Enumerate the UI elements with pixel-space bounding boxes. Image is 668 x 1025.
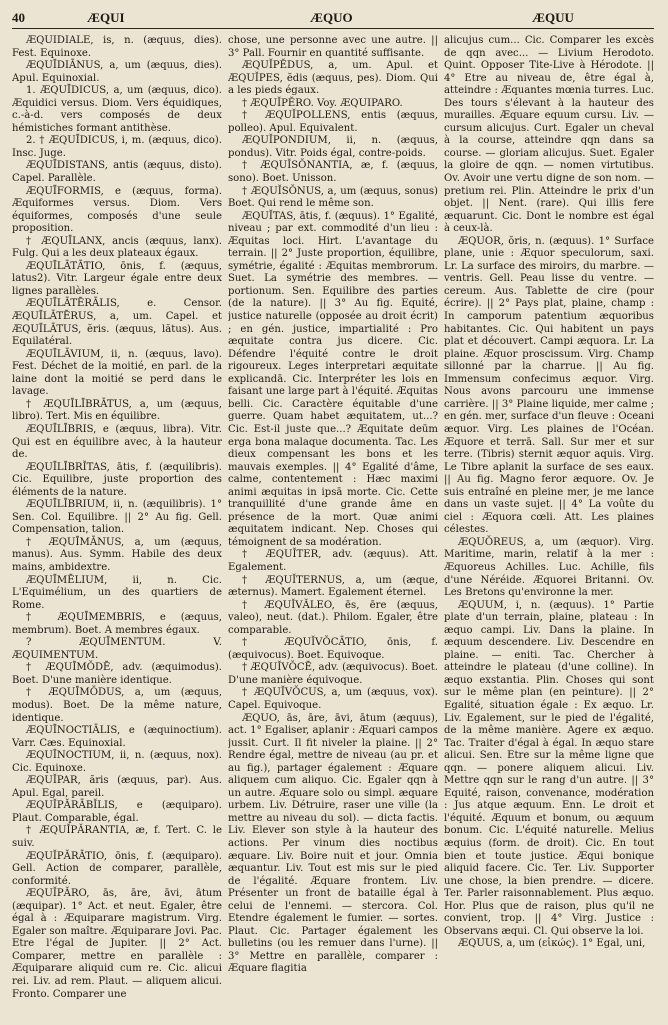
dictionary-entry: ÆQUĪNOCTIUM, ii, n. (æquus, nox). Cic. Equinoxe. (12, 750, 222, 774)
dictionary-entry: † ÆQUĪMŎDĒ, adv. (æquimodus). Boet. D'une manière identique. (12, 662, 222, 686)
column-middle (228, 35, 438, 1001)
dictionary-entry: ÆQUĬPAR, ăris (æquus, par). Aus. Apul. Egal, pareil. (12, 775, 222, 799)
dictionary-entry: † ÆQUĬPĂRANTIA, æ, f. Tert. C. le suiv. (12, 825, 222, 849)
dictionary-entry: ÆQUĪDISTANS, antis (æquus, disto). Capel. Parallèle. (12, 160, 222, 185)
dictionary-entry: ÆQUĪNOCTIĀLIS, e (æquinoctium). Varr. Cæs. Equinoxial. (12, 725, 222, 749)
dictionary-entry: ÆQUĬPĔDUS, a, um. Apul. et ÆQUĬPES, ĕdis (æquus, pes). Diom. Qui a les pieds égaux. (228, 60, 438, 97)
dictionary-entry: † ÆQUĬVĂLEO, ēs, ēre (æquus, valeo), neut. (dat.). Philom. Egaler, être comparable. (228, 599, 438, 636)
dictionary-entry: † ÆQUĪMEMBRIS, e (æquus, membrum). Boet. A membres égaux. (12, 612, 222, 636)
dictionary-entry: ÆQUĪLĪBRIS, e (æquus, libra). Vitr. Qui est en équilibre avec, à la hauteur de. (12, 423, 222, 461)
dictionary-entry: † ÆQUĪLĪBRĀTUS, a, um (æquus, libro). Tert. Mis en équilibre. (12, 398, 222, 423)
dictionary-entry: ÆQUĬTAS, ātis, f. (æquus). 1° Egalité, niveau ; par ext. commodité d'un lieu : Æquitas loci. Hirt. L'avantage du terrain. || 2° Juste proportion, équilibre, symétrie, égalité : Æquitas membrorum. Suet. La symétrie des membres. — portionum. Sen. Equilibre des parties (de la nature). || 3° Au fig. Equité, justice naturelle (opposée au droit écrit) ; en gén. justice, impartialité : Pro æquitate contra jus dicere. Cic. Défendre l'équité contre le droit rigoureux. Leges interpretari æquitate explicandā. Cic. Interpréter les lois en faisant une large part à l'équité. Æquitas belli. Cic. Caractère équitable d'une guerre. Quam habet æquitatem, ut...? Cic. Est-il juste que...? Æquitate deūm erga bona malaque documenta. Tac. Les dieux compensant les bons et les mauvais exemples. || 4° Egalité d'âme, calme, contentement : Hæc maximi animi æquitas in ipsā morte. Cic. Cette tranquillité d'une grande âme en présence de la mort. Quæ animi æquitatem indicant. Nep. Choses qui témoignent de sa modération. (228, 210, 438, 548)
dictionary-entry: ÆQUĪLĀVIUM, ii, n. (æquus, lavo). Fest. Déchet de la moitié, en parl. de la laine dont la moitié se perd dans le lavage. (12, 348, 222, 398)
dictionary-entry: ÆQUŎREUS, a, um (æquor). Virg. Maritime, marin, relatif à la mer : Æquoreus Achilles. Luc. Achille, fils d'une Néréide. Æquorei Britanni. Ov. Les Bretons qu'environne la mer. (444, 536, 654, 599)
dictionary-entry: ÆQUĬPĂRĀBĬLIS, e (æquiparo). Plaut. Comparable, égal. (12, 800, 222, 824)
dictionary-entry: † ÆQUĬPOLLENS, entis (æquus, polleo). Apul. Equivalent. (228, 110, 438, 134)
page-header (12, 4, 654, 29)
page-number: 40 (12, 10, 25, 25)
dictionary-entry: alicujus cum... Cic. Comparer les excès de qqn avec... — Livium Herodoto. Quint. Opposer Tite-Live à Hérodote. || 4° Etre au niveau de, être égal à, atteindre : Æquantes mœnia turres. Luc. Des tours s'élevant à la hauteur des murailles. Æquare equum cursu. Liv. — cursum alicujus. Curt. Egaler un cheval à la course, atteindre qqn dans sa course. — gloriam alicujus. Suet. Egaler la gloire de qqn. — nomen virtutibus. Ov. Avoir une vertu digne de son nom. — pretium rei. Plin. Atteindre le prix d'un objet. || Nent. (rare). Qui illis fere æquarunt. Cic. Dont le nombre est égal à ceux-là. (444, 35, 654, 235)
dictionary-entry: ÆQUĪLĀTĒRĀLIS, e. Censor. ÆQUĪLĀTĒRUS, a, um. Capel. et ÆQUĪLĀTUS, ĕris. (æquus, lătus). Aus. Equilatéral. (12, 298, 222, 348)
dictionary-entry: † ÆQUĬVŎCĒ, adv. (æquivocus). Boet. D'une manière équivoque. (228, 662, 438, 686)
dictionary-entry: † ÆQUĪLANX, ancis (æquus, lanx). Fulg. Qui a les deux plateaux égaux. (12, 235, 222, 260)
dictionary-entry: ? ÆQUĪMENTUM. V. ÆQUIMENTUM. (12, 637, 222, 661)
dictionary-entry: ÆQUĪLĪBRĬTAS, ātis, f. (æquilibris). Cic. Equilibre, juste proportion des éléments de la nature. (12, 461, 222, 498)
dictionary-entry: ÆQUO, ās, āre, āvi, ātum (æquus), act. 1° Egaliser, aplanir : Æquari campos jussit. Curt. Il fit niveler la plaine. || 2° Rendre égal, mettre de niveau (au pr. et au fig.), partager également : Æquare aliquem cum aliquo. Cic. Egaler qqn à un autre. Æquare solo ou simpl. æquare urbem. Liv. Détruire, raser une ville (la mettre au niveau du sol). — dicta factis. Liv. Elever son style à la hauteur des actions. Per vinum dies noctibus æquare. Liv. Boire nuit et jour. Omnia æquantur. Liv. Tout est mis sur le pied de l'égalité. Æquare frontem. Liv. Présenter un front de bataille égal à celui de l'ennemi. — stercora. Col. Etendre également le fumier. — sortes. Plaut. Cic. Partager également les bulletins (ou les remuer dans l'urne). || 3° Mettre en parallèle, comparer : Æquare flagitia (228, 712, 438, 975)
dictionary-entry: † ÆQUĬTERNUS, a, um (æque, æternus). Mamert. Egalement éternel. (228, 574, 438, 599)
dictionary-entry: chose, une personne avec une autre. || 3° Pall. Fournir en quantité suffisante. (228, 35, 438, 59)
dictionary-entry: † ÆQUĬSŎNANTIA, æ, f. (æquus, sono). Boet. Unisson. (228, 160, 438, 185)
running-head-center: ÆQUO (310, 10, 353, 25)
dictionary-entry: 2. † ÆQUĪDICUS, i, m. (æquus, dico). Insc. Juge. (12, 135, 222, 159)
dictionary-entry: † ÆQUĬVŎCUS, a, um (æquus, vox). Capel. Equivoque. (228, 687, 438, 711)
running-head-left: ÆQUI (87, 10, 125, 25)
dictionary-entry: ÆQUĪLĪBRIUM, ii, n. (æquilibris). 1° Sen. Col. Equilibre. || 2° Au fig. Gell. Compensation, talion. (12, 499, 222, 536)
dictionary-entry: ÆQUĪFORMIS, e (æquus, forma). Æquiformes versus. Diom. Vers équiformes, composés d'une seule proposition. (12, 185, 222, 235)
dictionary-entry: ÆQUĬPĂRĀTIO, ōnis, f. (æquiparo). Gell. Action de comparer, parallèle, conformité. (12, 850, 222, 887)
dictionary-entry: ÆQUĪLĀTĀTIO, ōnis, f. (æquus, latus2). Vitr. Largeur égale entre deux lignes parallèles. (12, 260, 222, 297)
column-right (444, 35, 654, 1001)
dictionary-entry: ÆQUĬPONDIUM, ii, n. (æquus, pondus). Vitr. Poids égal, contre-poids. (228, 135, 438, 159)
dictionary-entry: † ÆQUĬSŎNUS, a, um (æquus, sonus) Boet. Qui rend le même son. (228, 185, 438, 210)
dictionary-entry: † ÆQUĬVŎCĀTIO, ōnis, f. (æquivocus). Boet. Equivoque. (228, 637, 438, 661)
dictionary-entry: ÆQUUM, i, n. (æquus). 1° Partie plate d'un terrain, plaine, plateau : In æquo campi. Liv. Dans la plaine. In æquum descendere. Liv. Descendre en plaine. — eniti. Tac. Chercher à atteindre le plateau (d'une colline). In æquo exstantia. Plin. Choses qui sont sur le même plan (en peinture). || 2° Egalité, situation égale : Ex æquo. Lr. Liv. Egalement, sur le pied de l'égalité, de la même manière. Agere ex æquo. Tac. Traiter d'égal à égal. In æquo stare alicui. Sen. Etre sur la même ligne que qqn. — ponere aliquem alicui. Liv. Mettre qqn sur le rang d'un autre. || 3° Equité, raison, convenance, modération : Jus atque æquum. Enn. Le droit et l'équité. Æquum et bonum, ou æquum bonum. Cic. L'équité naturelle. Melius æquius (form. de droit). Cic. En tout bien et toute justice. Æqui bonique aliquid facere. Cic. Ter. Liv. Supporter une chose, la bien prendre. — dicere. Ter. Parler raisonnablement. Plus æquo. Hor. Plus que de raison, plus qu'il ne convient, trop. || 4° Virg. Justice : Observans æqui. Cl. Qui observe la loi. (444, 599, 654, 937)
dictionary-entry: † ÆQUĬTER, adv. (æquus). Att. Egalement. (228, 549, 438, 573)
dictionary-entry: ÆQUUS, a, um (εἰκώς). 1° Egal, uni, (458, 938, 646, 950)
dictionary-entry: † ÆQUĪMĀNUS, a, um (æquus, manus). Aus. Symm. Habile des deux mains, ambidextre. (12, 536, 222, 573)
text-columns (12, 35, 654, 1001)
dictionary-entry: ÆQUĬPĂRO, ās, āre, āvi, ātum (æquipar). 1° Act. et neut. Egaler, être égal à : Æquiparare magistrum. Virg. Egaler son maître. Æquiparare Jovi. Pac. Etre l'égal de Jupiter. || 2° Act. Comparer, mettre en parallèle : Æquiparare aliquid cum re. Cic. alicui rei. Liv. ad rem. Plaut. — aliquem alicui. Fronto. Comparer une (12, 888, 222, 1000)
dictionary-entry: † ÆQUĬPĔRO. Voy. ÆQUIPARO. (242, 97, 403, 109)
dictionary-entry: 1. ÆQUĪDICUS, a, um (æquus, dico). Æquidici versus. Diom. Vers équidiques, c.-à-d. vers composés de deux hémistiches formant antithèse. (12, 85, 222, 134)
dictionary-entry: ÆQUĪDIĀNUS, a, um (æquus, dies). Apul. Equinoxial. (12, 60, 222, 84)
column-left (12, 35, 222, 1001)
dictionary-entry: ÆQUĪMĒLIUM, ii, n. Cic. L'Equimélium, un des quartiers de Rome. (12, 574, 222, 611)
dictionary-entry: ÆQUOR, ŏris, n. (æquus). 1° Surface plane, unie : Æquor speculorum, saxi. Lr. La surface des miroirs, du marbre. — ventris. Gell. Peau lisse du ventre. — cereum. Aus. Tablette de cire (pour écrire). || 2° Pays plat, plaine, champ : In camporum patentium æquoribus habitantes. Cic. Qui habitent un pays plat et découvert. Campi æquora. Lr. La plaine. Æquor proscissum. Virg. Champ sillonné par la charrue. || Au fig. Immensum confecimus æquor. Virg. Nous avons parcouru une immense carrière. || 3° Plaine liquide, mer calme ; en gén. mer, surface d'un fleuve : Oceani æquor. Virg. Les plaines de l'Océan. Æquore et terrā. Sall. Sur mer et sur terre. (Tibris) sternit æquor aquis. Virg. Le Tibre aplanit la surface de ses eaux. || Au fig. Magno feror æquore. Ov. Je suis entraîné en pleine mer, je me lance dans un vaste sujet. || 4° La voûte du ciel : Æquora cœli. Att. Les plaines célestes. (444, 235, 654, 536)
dictionary-entry: ÆQUĪDIĀLE, is, n. (æquus, dies). Fest. Equinoxe. (12, 35, 222, 59)
running-head-right: ÆQUU (532, 10, 574, 25)
dictionary-entry: † ÆQUĪMŎDUS, a, um (æquus, modus). Boet. De la même nature, identique. (12, 687, 222, 724)
